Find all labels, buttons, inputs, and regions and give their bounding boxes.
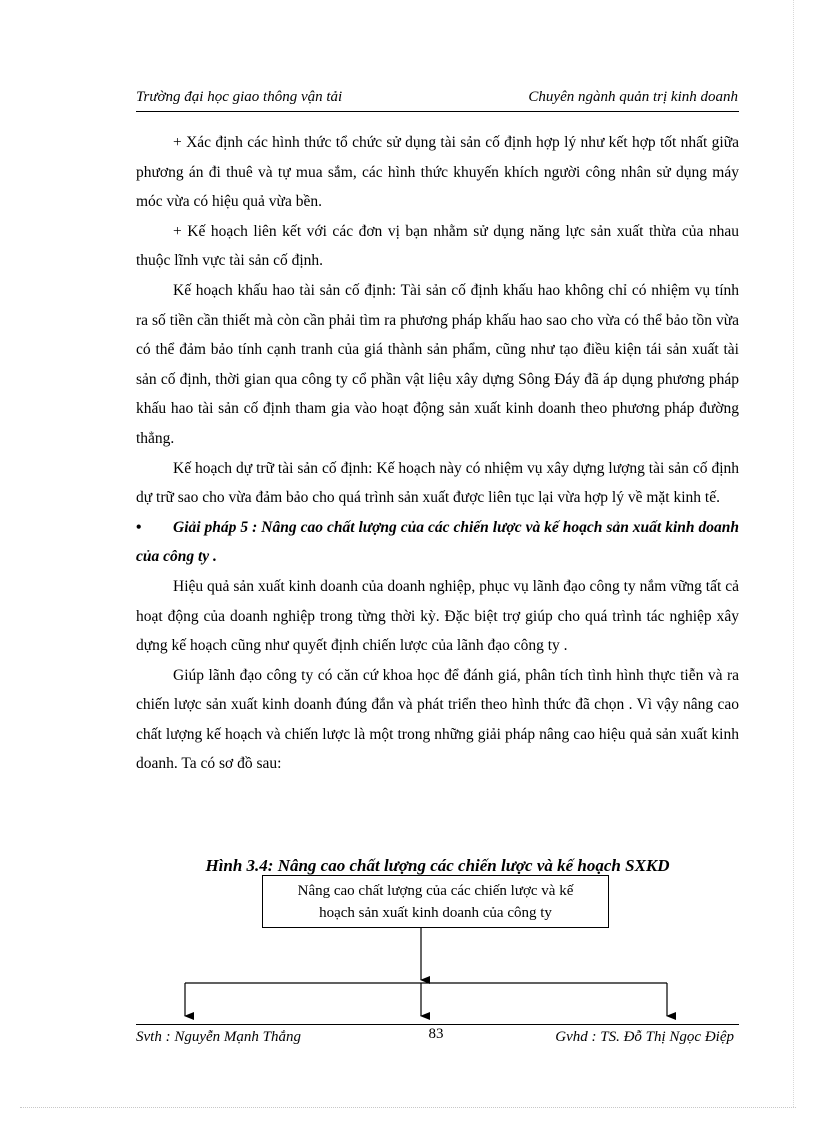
paragraph-4: Kế hoạch dự trữ tài sản cố định: Kế hoạch này có nhiệm vụ xây dựng lượng tài sản cố định dự trữ sao cho vừa đảm bảo cho quá trình sản xuất được liên tục lại vừa hợp lý về mặt kinh tế. (136, 459, 739, 507)
diagram-box-line-1: Nâng cao chất lượng của các chiến lược và kế (297, 883, 574, 899)
body-text (136, 128, 739, 779)
footer-right: Gvhd : TS. Đỗ Thị Ngọc Điệp (555, 1029, 734, 1045)
header-left: Trường đại học giao thông vận tải (136, 89, 343, 105)
solution-heading (136, 513, 739, 572)
page-number: 83 (428, 1026, 444, 1042)
header-right: Chuyên ngành quản trị kinh doanh (528, 89, 738, 105)
diagram-top-box (262, 875, 609, 928)
paragraph-3: Kế hoạch khấu hao tài sản cố định: Tài sản cố định khấu hao không chỉ có nhiệm vụ tính ra số tiền cần thiết mà còn cần phải tìm ra phương pháp khấu hao sao cho vừa có thể bảo tồn vừa có thể đảm bảo tính cạnh tranh của giá thành sản phẩm, cũng như tạo điều kiện tái sản xuất tài sản cố định, thời gian qua công ty cổ phần vật liệu xây dựng Sông Đáy đã áp dụng phương pháp khấu hao tài sản cố định tham gia vào hoạt động sản xuất kinh doanh theo phương pháp đường thẳng. (136, 281, 739, 447)
page-bottom-border (20, 1107, 796, 1108)
header-rule (136, 111, 739, 112)
paragraph-6: Giúp lãnh đạo công ty có căn cứ khoa học để đánh giá, phân tích tình hình thực tiễn và ra chiến lược sản xuất kinh doanh đúng đắn và phát triển theo hình thức đã chọn . Vì vậy nâng cao chất lượng kế hoạch và chiến lược là một trong những giải pháp nâng cao hiệu quả sản xuất kinh doanh. Ta có sơ đồ sau: (136, 666, 739, 773)
diagram-connectors (136, 928, 739, 1023)
page-right-border (793, 0, 794, 1107)
footer-left: Svth : Nguyễn Mạnh Thắng (136, 1029, 301, 1045)
paragraph-1: + Xác định các hình thức tổ chức sử dụng tài sản cố định hợp lý như kết hợp tốt nhất giữa phương án đi thuê và tự mua sắm, các hình thức khuyến khích người công nhân sử dụng máy móc vừa có hiệu quả vừa bền. (136, 134, 739, 211)
paragraph-5: Hiệu quả sản xuất kinh doanh của doanh nghiệp, phục vụ lãnh đạo công ty nắm vững tất cả hoạt động của doanh nghiệp trong từng thời kỳ. Đặc biệt trợ giúp cho quá trình tác nghiệp xây dựng kế hoạch cũng như quyết định chiến lược của lãnh đạo công ty . (136, 577, 739, 655)
diagram-box-line-2: hoạch sản xuất kinh doanh của công ty (319, 905, 552, 921)
paragraph-2: + Kế hoạch liên kết với các đơn vị bạn nhằm sử dụng năng lực sản xuất thừa của nhau thuộc lĩnh vực tài sản cố định. (136, 222, 739, 270)
figure-title: Hình 3.4: Nâng cao chất lượng các chiến lược và kế hoạch SXKD (205, 856, 670, 875)
footer-rule (136, 1024, 739, 1025)
bullet-icon: • (136, 518, 142, 536)
solution-heading-text: Giải pháp 5 : Nâng cao chất lượng của các chiến lược và kế hoạch sản xuất kinh doanh của công ty . (136, 518, 739, 566)
